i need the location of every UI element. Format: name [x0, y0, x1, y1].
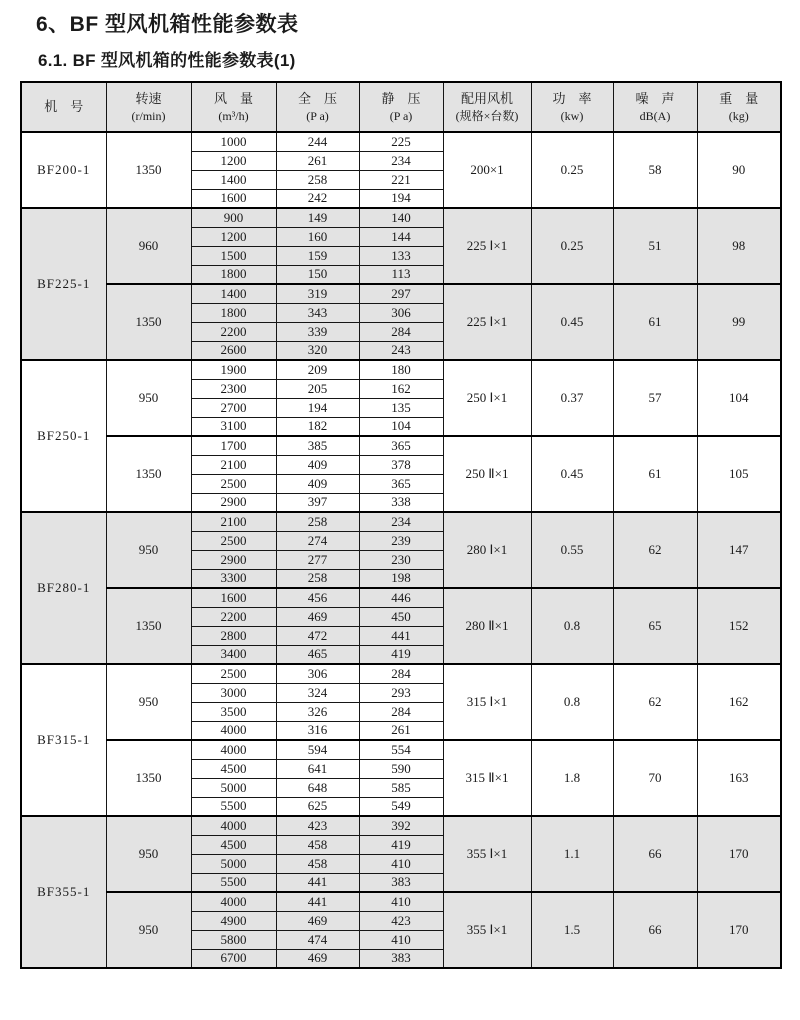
total-pressure-cell: 274 [276, 531, 359, 550]
weight-cell: 104 [697, 360, 781, 436]
col-header-label: 噪 声 [635, 91, 675, 107]
noise-cell: 57 [613, 360, 697, 436]
static-pressure-cell: 423 [359, 911, 443, 930]
flow-cell: 3000 [191, 683, 276, 702]
total-pressure-cell: 441 [276, 892, 359, 911]
flow-cell: 2200 [191, 322, 276, 341]
noise-cell: 61 [613, 284, 697, 360]
fan-spec-cell: 355 Ⅰ×1 [443, 892, 531, 968]
speed-cell: 960 [106, 208, 191, 284]
static-pressure-cell: 392 [359, 816, 443, 835]
page-subtitle: 6.1. BF 型风机箱的性能参数表(1) [38, 51, 296, 70]
total-pressure-cell: 326 [276, 702, 359, 721]
total-pressure-cell: 472 [276, 626, 359, 645]
col-header-unit: dB(A) [639, 108, 671, 123]
flow-cell: 1400 [191, 170, 276, 189]
flow-cell: 1200 [191, 227, 276, 246]
weight-cell: 170 [697, 816, 781, 892]
speed-cell: 950 [106, 512, 191, 588]
fan-spec-cell: 315 Ⅰ×1 [443, 664, 531, 740]
static-pressure-cell: 554 [359, 740, 443, 759]
flow-cell: 1700 [191, 436, 276, 455]
fan-spec-cell: 355 Ⅰ×1 [443, 816, 531, 892]
total-pressure-cell: 458 [276, 835, 359, 854]
static-pressure-cell: 104 [359, 417, 443, 436]
col-header-tp [276, 82, 359, 132]
weight-cell: 163 [697, 740, 781, 816]
flow-cell: 2500 [191, 664, 276, 683]
static-pressure-cell: 293 [359, 683, 443, 702]
power-cell: 0.45 [531, 436, 613, 512]
flow-cell: 2100 [191, 455, 276, 474]
col-header-unit: (kg) [728, 108, 749, 123]
col-header-sp [359, 82, 443, 132]
flow-cell: 4000 [191, 721, 276, 740]
noise-cell: 62 [613, 664, 697, 740]
total-pressure-cell: 456 [276, 588, 359, 607]
fan-spec-cell: 250 Ⅰ×1 [443, 360, 531, 436]
static-pressure-cell: 133 [359, 246, 443, 265]
model-cell: BF315-1 [21, 664, 106, 816]
total-pressure-cell: 209 [276, 360, 359, 379]
model-cell: BF225-1 [21, 208, 106, 360]
speed-cell: 950 [106, 816, 191, 892]
col-header-weight [697, 82, 781, 132]
col-header-label: 转速 [135, 91, 162, 107]
total-pressure-cell: 397 [276, 493, 359, 512]
static-pressure-cell: 180 [359, 360, 443, 379]
static-pressure-cell: 234 [359, 151, 443, 170]
static-pressure-cell: 234 [359, 512, 443, 531]
total-pressure-cell: 244 [276, 132, 359, 151]
total-pressure-cell: 625 [276, 797, 359, 816]
static-pressure-cell: 549 [359, 797, 443, 816]
total-pressure-cell: 242 [276, 189, 359, 208]
noise-cell: 51 [613, 208, 697, 284]
col-header-flow [191, 82, 276, 132]
weight-cell: 99 [697, 284, 781, 360]
table-row [21, 512, 781, 531]
flow-cell: 2200 [191, 607, 276, 626]
flow-cell: 3300 [191, 569, 276, 588]
total-pressure-cell: 320 [276, 341, 359, 360]
speed-cell: 1350 [106, 740, 191, 816]
total-pressure-cell: 469 [276, 949, 359, 968]
table-header [21, 82, 781, 132]
static-pressure-cell: 239 [359, 531, 443, 550]
flow-cell: 2700 [191, 398, 276, 417]
total-pressure-cell: 594 [276, 740, 359, 759]
flow-cell: 900 [191, 208, 276, 227]
static-pressure-cell: 410 [359, 892, 443, 911]
fan-spec-cell: 225 Ⅰ×1 [443, 208, 531, 284]
total-pressure-cell: 409 [276, 455, 359, 474]
flow-cell: 5500 [191, 873, 276, 892]
fan-spec-cell: 315 Ⅱ×1 [443, 740, 531, 816]
flow-cell: 1200 [191, 151, 276, 170]
col-header-unit: (m³/h) [218, 108, 249, 123]
power-cell: 1.1 [531, 816, 613, 892]
flow-cell: 4000 [191, 816, 276, 835]
power-cell: 1.5 [531, 892, 613, 968]
col-header-label: 静 压 [381, 91, 421, 107]
col-header-label: 机 号 [44, 99, 84, 115]
noise-cell: 66 [613, 816, 697, 892]
table-row [21, 132, 781, 151]
noise-cell: 70 [613, 740, 697, 816]
static-pressure-cell: 140 [359, 208, 443, 227]
table-row [21, 740, 781, 759]
static-pressure-cell: 590 [359, 759, 443, 778]
total-pressure-cell: 469 [276, 911, 359, 930]
static-pressure-cell: 284 [359, 322, 443, 341]
total-pressure-cell: 277 [276, 550, 359, 569]
static-pressure-cell: 144 [359, 227, 443, 246]
speed-cell: 1350 [106, 588, 191, 664]
flow-cell: 5000 [191, 778, 276, 797]
total-pressure-cell: 465 [276, 645, 359, 664]
total-pressure-cell: 474 [276, 930, 359, 949]
weight-cell: 105 [697, 436, 781, 512]
static-pressure-cell: 365 [359, 474, 443, 493]
flow-cell: 3500 [191, 702, 276, 721]
col-header-unit: (P a) [389, 108, 413, 123]
total-pressure-cell: 469 [276, 607, 359, 626]
static-pressure-cell: 162 [359, 379, 443, 398]
col-header-unit: (规格×台数) [455, 108, 519, 123]
col-header-unit: (P a) [306, 108, 329, 123]
total-pressure-cell: 423 [276, 816, 359, 835]
speed-cell: 1350 [106, 284, 191, 360]
flow-cell: 3400 [191, 645, 276, 664]
table-row [21, 360, 781, 379]
total-pressure-cell: 150 [276, 265, 359, 284]
flow-cell: 1800 [191, 265, 276, 284]
static-pressure-cell: 221 [359, 170, 443, 189]
header-row [21, 82, 781, 132]
table-row [21, 892, 781, 911]
col-header-fan [443, 82, 531, 132]
total-pressure-cell: 458 [276, 854, 359, 873]
static-pressure-cell: 306 [359, 303, 443, 322]
flow-cell: 2600 [191, 341, 276, 360]
static-pressure-cell: 446 [359, 588, 443, 607]
flow-cell: 2900 [191, 550, 276, 569]
weight-cell: 147 [697, 512, 781, 588]
static-pressure-cell: 365 [359, 436, 443, 455]
static-pressure-cell: 585 [359, 778, 443, 797]
flow-cell: 1800 [191, 303, 276, 322]
weight-cell: 152 [697, 588, 781, 664]
fan-spec-cell: 280 Ⅱ×1 [443, 588, 531, 664]
static-pressure-cell: 261 [359, 721, 443, 740]
flow-cell: 2300 [191, 379, 276, 398]
flow-cell: 2100 [191, 512, 276, 531]
total-pressure-cell: 205 [276, 379, 359, 398]
weight-cell: 162 [697, 664, 781, 740]
speed-cell: 950 [106, 892, 191, 968]
static-pressure-cell: 383 [359, 949, 443, 968]
total-pressure-cell: 149 [276, 208, 359, 227]
total-pressure-cell: 324 [276, 683, 359, 702]
speed-cell: 950 [106, 664, 191, 740]
table-row [21, 208, 781, 227]
flow-cell: 6700 [191, 949, 276, 968]
static-pressure-cell: 410 [359, 930, 443, 949]
total-pressure-cell: 385 [276, 436, 359, 455]
speed-cell: 950 [106, 360, 191, 436]
col-header-noise [613, 82, 697, 132]
power-cell: 0.25 [531, 132, 613, 208]
flow-cell: 3100 [191, 417, 276, 436]
static-pressure-cell: 230 [359, 550, 443, 569]
weight-cell: 98 [697, 208, 781, 284]
flow-cell: 1000 [191, 132, 276, 151]
table-row [21, 588, 781, 607]
model-cell: BF250-1 [21, 360, 106, 512]
flow-cell: 5000 [191, 854, 276, 873]
total-pressure-cell: 160 [276, 227, 359, 246]
page-title: 6、BF 型风机箱性能参数表 [36, 13, 299, 36]
static-pressure-cell: 194 [359, 189, 443, 208]
fan-spec-cell: 280 Ⅰ×1 [443, 512, 531, 588]
static-pressure-cell: 297 [359, 284, 443, 303]
col-header-unit: (r/min) [131, 108, 166, 123]
static-pressure-cell: 284 [359, 702, 443, 721]
static-pressure-cell: 383 [359, 873, 443, 892]
flow-cell: 1900 [191, 360, 276, 379]
flow-cell: 5800 [191, 930, 276, 949]
noise-cell: 61 [613, 436, 697, 512]
flow-cell: 4900 [191, 911, 276, 930]
total-pressure-cell: 182 [276, 417, 359, 436]
total-pressure-cell: 648 [276, 778, 359, 797]
total-pressure-cell: 316 [276, 721, 359, 740]
power-cell: 0.25 [531, 208, 613, 284]
model-cell: BF280-1 [21, 512, 106, 664]
power-cell: 0.45 [531, 284, 613, 360]
col-header-power [531, 82, 613, 132]
total-pressure-cell: 261 [276, 151, 359, 170]
total-pressure-cell: 641 [276, 759, 359, 778]
power-cell: 0.55 [531, 512, 613, 588]
total-pressure-cell: 441 [276, 873, 359, 892]
static-pressure-cell: 243 [359, 341, 443, 360]
flow-cell: 5500 [191, 797, 276, 816]
static-pressure-cell: 419 [359, 645, 443, 664]
flow-cell: 4000 [191, 740, 276, 759]
table-row [21, 816, 781, 835]
weight-cell: 170 [697, 892, 781, 968]
power-cell: 0.8 [531, 664, 613, 740]
table-body [21, 132, 781, 968]
flow-cell: 4500 [191, 759, 276, 778]
speed-cell: 1350 [106, 436, 191, 512]
static-pressure-cell: 113 [359, 265, 443, 284]
flow-cell: 1600 [191, 588, 276, 607]
total-pressure-cell: 258 [276, 512, 359, 531]
fan-spec-cell: 250 Ⅱ×1 [443, 436, 531, 512]
model-cell: BF200-1 [21, 132, 106, 208]
static-pressure-cell: 225 [359, 132, 443, 151]
noise-cell: 58 [613, 132, 697, 208]
fan-spec-cell: 200×1 [443, 132, 531, 208]
static-pressure-cell: 135 [359, 398, 443, 417]
static-pressure-cell: 441 [359, 626, 443, 645]
static-pressure-cell: 338 [359, 493, 443, 512]
total-pressure-cell: 194 [276, 398, 359, 417]
flow-cell: 2500 [191, 474, 276, 493]
noise-cell: 65 [613, 588, 697, 664]
table-row [21, 436, 781, 455]
flow-cell: 2900 [191, 493, 276, 512]
table-row [21, 664, 781, 683]
flow-cell: 1400 [191, 284, 276, 303]
total-pressure-cell: 343 [276, 303, 359, 322]
total-pressure-cell: 409 [276, 474, 359, 493]
fan-spec-cell: 225 Ⅰ×1 [443, 284, 531, 360]
flow-cell: 1600 [191, 189, 276, 208]
noise-cell: 66 [613, 892, 697, 968]
col-header-model [21, 82, 106, 132]
col-header-label: 功 率 [552, 91, 592, 107]
col-header-label: 风 量 [213, 91, 253, 107]
flow-cell: 4000 [191, 892, 276, 911]
total-pressure-cell: 339 [276, 322, 359, 341]
power-cell: 0.8 [531, 588, 613, 664]
total-pressure-cell: 306 [276, 664, 359, 683]
flow-cell: 2500 [191, 531, 276, 550]
power-cell: 1.8 [531, 740, 613, 816]
performance-table [20, 81, 782, 969]
flow-cell: 1500 [191, 246, 276, 265]
total-pressure-cell: 258 [276, 569, 359, 588]
col-header-unit: (kw) [560, 108, 584, 123]
flow-cell: 2800 [191, 626, 276, 645]
static-pressure-cell: 419 [359, 835, 443, 854]
col-header-label: 配用风机 [460, 91, 513, 107]
noise-cell: 62 [613, 512, 697, 588]
static-pressure-cell: 410 [359, 854, 443, 873]
speed-cell: 1350 [106, 132, 191, 208]
model-cell: BF355-1 [21, 816, 106, 968]
static-pressure-cell: 450 [359, 607, 443, 626]
flow-cell: 4500 [191, 835, 276, 854]
static-pressure-cell: 378 [359, 455, 443, 474]
total-pressure-cell: 319 [276, 284, 359, 303]
weight-cell: 90 [697, 132, 781, 208]
static-pressure-cell: 198 [359, 569, 443, 588]
total-pressure-cell: 159 [276, 246, 359, 265]
static-pressure-cell: 284 [359, 664, 443, 683]
total-pressure-cell: 258 [276, 170, 359, 189]
col-header-label: 重 量 [719, 91, 759, 107]
col-header-label: 全 压 [297, 91, 337, 107]
col-header-speed [106, 82, 191, 132]
power-cell: 0.37 [531, 360, 613, 436]
table-row [21, 284, 781, 303]
